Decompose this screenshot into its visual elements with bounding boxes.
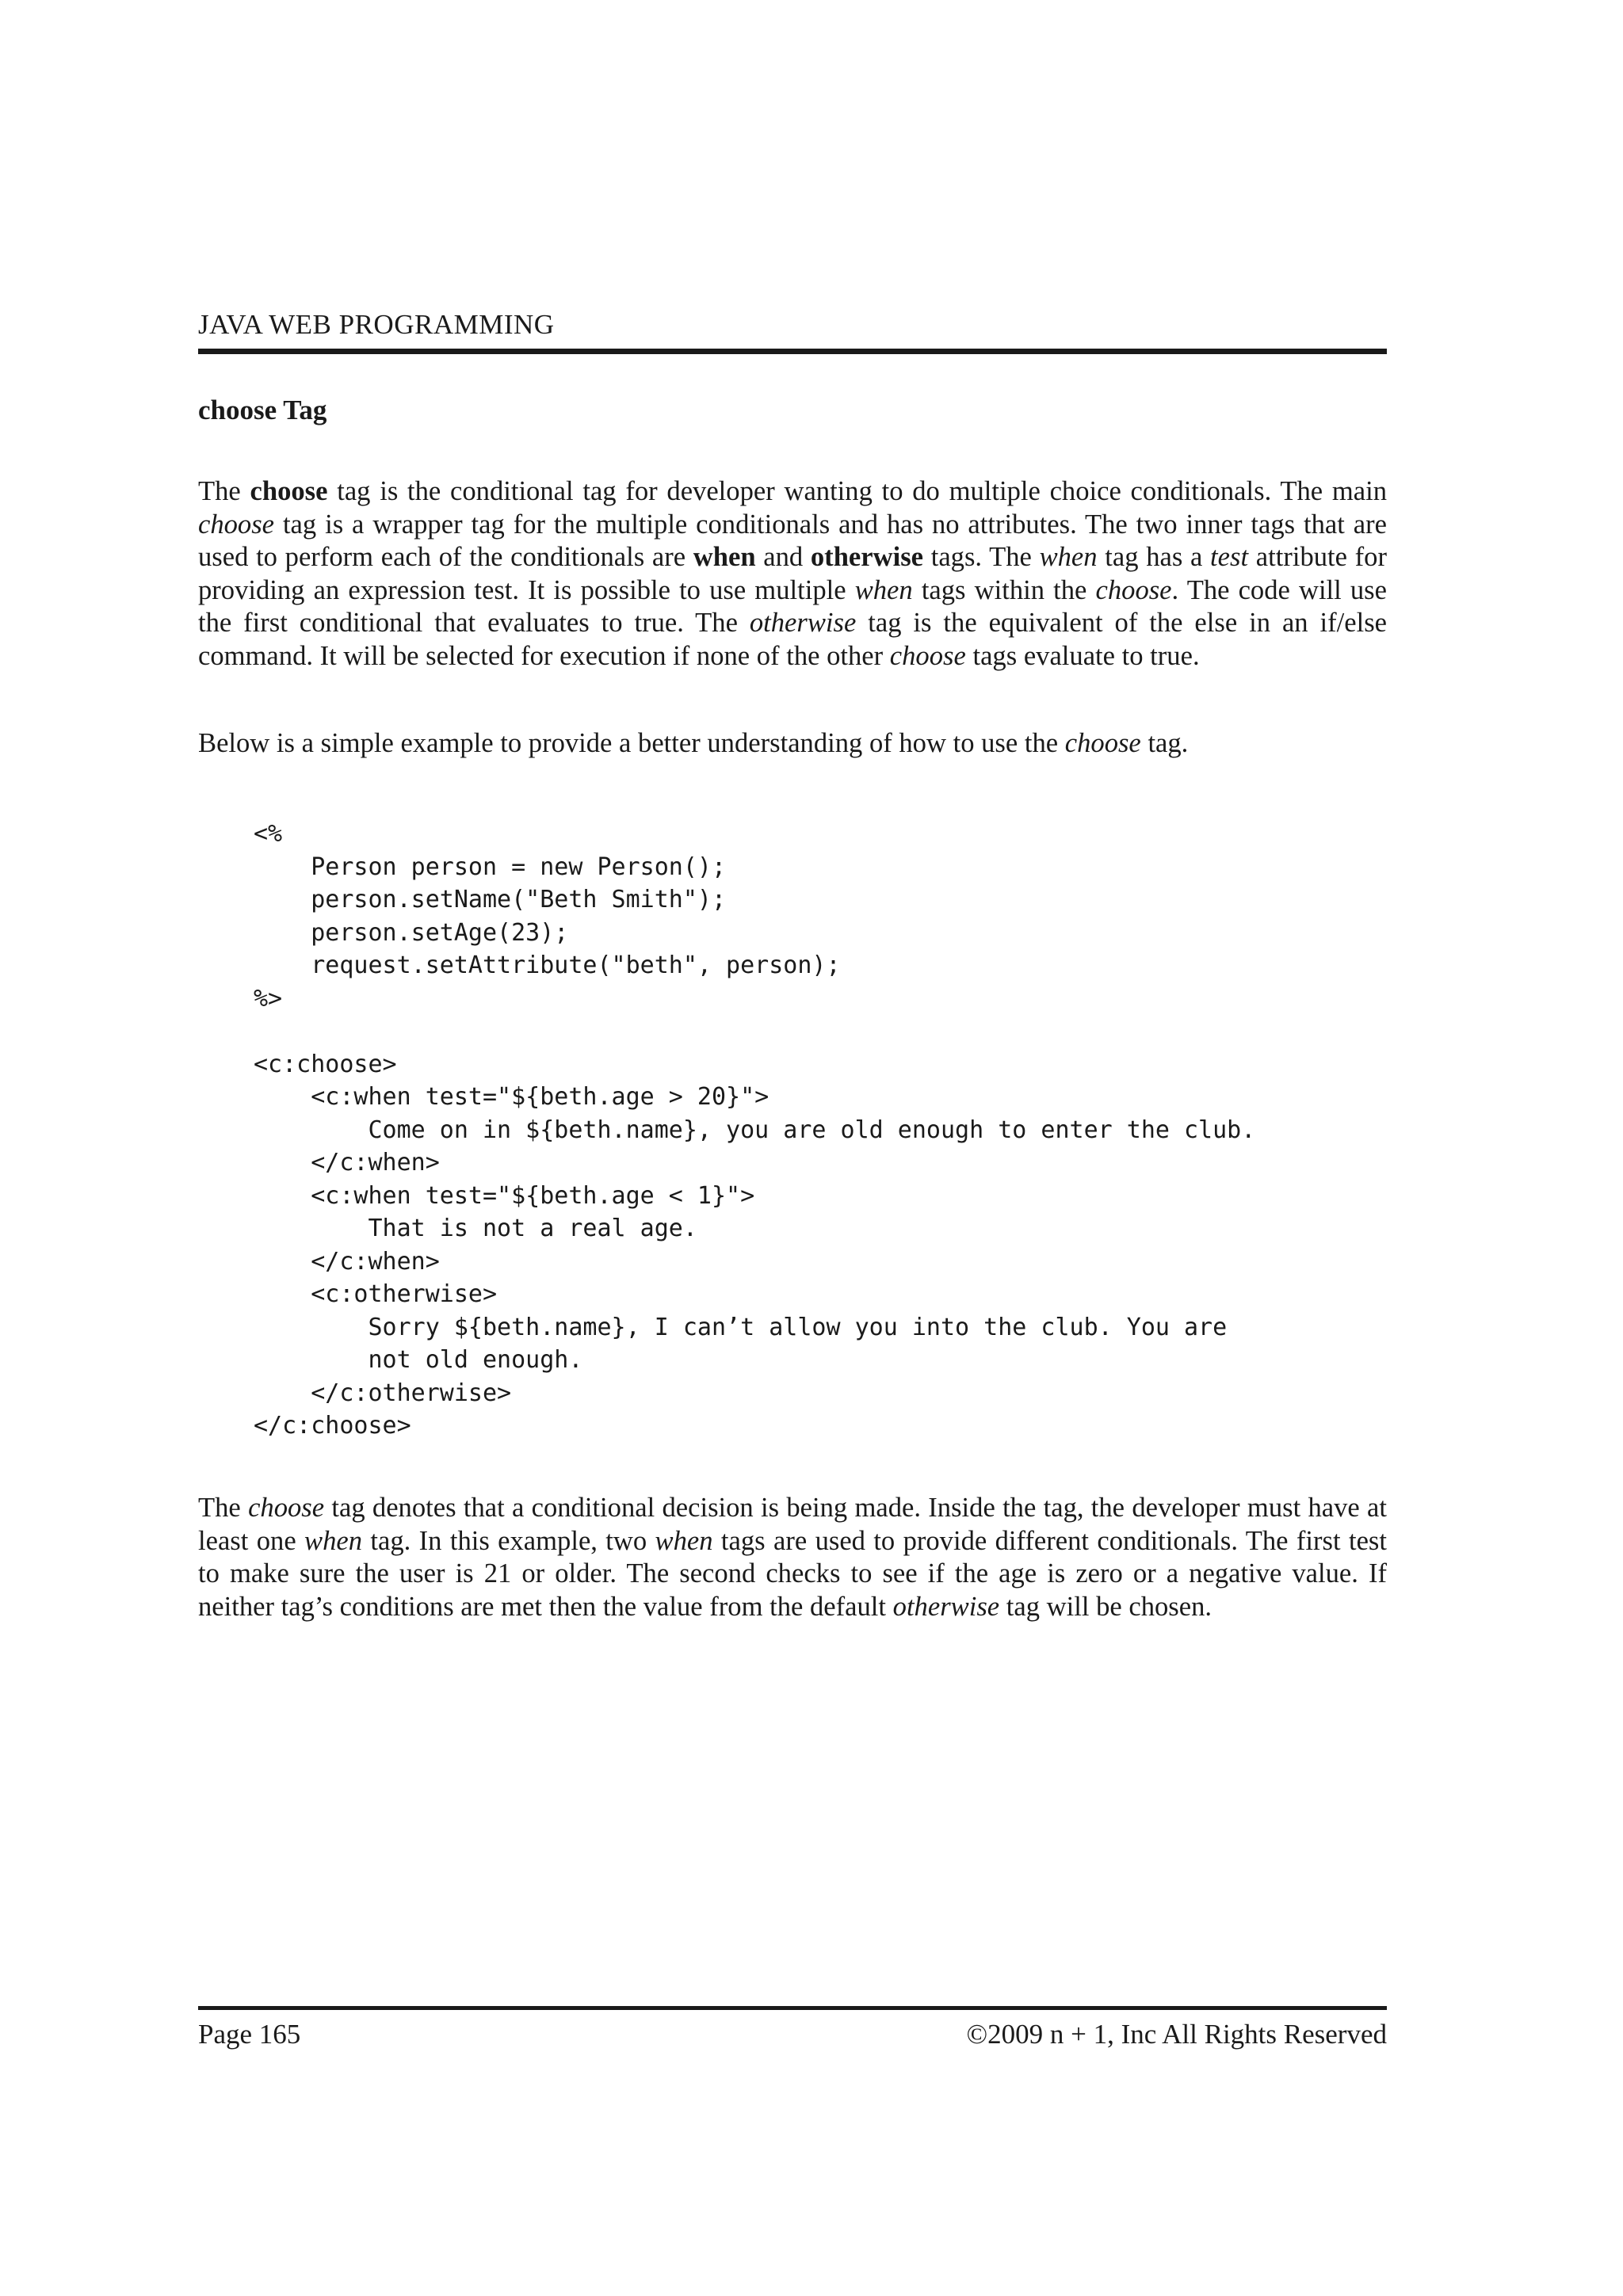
text-run: tag has a: [1097, 542, 1211, 572]
italic-term: otherwise: [749, 608, 857, 638]
text-run: tags. The: [923, 542, 1040, 572]
code-listing: <% Person person = new Person(); person.setName("Beth Smith"); person.setAge(23); request.setAttribute("beth", person); %> <c:choose> <c:when test="${beth.age > 20}"> Come on in ${beth.name}, you are old enough to enter the club. </c:when> <c:when test="${beth.age < 1}"> That is not a real age. </c:when> <c:otherwise> Sorry ${beth.name}, I can’t allow you into the club. You are not old enough. </c:otherwise> </c:choose>: [254, 820, 1256, 1440]
copyright-notice: ©2009 n + 1, Inc All Rights Reserved: [966, 2019, 1387, 2050]
example-intro-paragraph: [198, 727, 1387, 761]
text-run: attribute for providing an expression test. It is possible to use multiple: [198, 542, 1387, 605]
text-run: tags within the: [912, 574, 1096, 605]
italic-term: when: [304, 1525, 363, 1556]
text-run: tags evaluate to true.: [965, 640, 1200, 671]
bold-term: when: [693, 542, 756, 572]
text-run: tag. In this example, two: [362, 1525, 655, 1556]
italic-term: when: [655, 1525, 713, 1556]
text-run: tag is a wrapper tag for the multiple conditionals and has no attributes. The two inner tags that are used to perform each of the conditionals are: [198, 509, 1387, 572]
italic-term: when: [854, 574, 913, 605]
text-run: The: [198, 1493, 249, 1523]
text-run: . The code will use the first conditional that evaluates to true. The: [198, 574, 1387, 638]
text-run: tag.: [1140, 728, 1189, 758]
bold-term: choose: [250, 476, 328, 506]
explanation-paragraph: [198, 1492, 1387, 1623]
bold-term: otherwise: [810, 542, 924, 572]
header-rule: [198, 349, 1387, 354]
text-run: tag will be chosen.: [999, 1591, 1212, 1622]
italic-term: when: [1039, 542, 1098, 572]
text-run: tag is the equivalent of the else in an if/else command. It will be selected for execution if none of the other: [198, 608, 1387, 671]
italic-term: test: [1210, 542, 1249, 572]
text-run: and: [755, 542, 811, 572]
intro-paragraph: [198, 475, 1387, 673]
header-title: JAVA WEB PROGRAMMING: [198, 309, 555, 340]
italic-term: choose: [1095, 574, 1172, 605]
text-run: tag is the conditional tag for developer wanting to do multiple choice conditionals. The main: [327, 476, 1387, 506]
section-heading: choose Tag: [198, 395, 327, 425]
text-run: Below is a simple example to provide a better understanding of how to use the: [198, 728, 1065, 758]
italic-term: choose: [889, 640, 966, 671]
text-run: tag denotes that a conditional decision is being made. Inside the tag, the developer must have at least one: [198, 1493, 1387, 1556]
italic-term: choose: [1064, 728, 1141, 758]
page-number: Page 165: [198, 2019, 301, 2050]
italic-term: choose: [248, 1493, 325, 1523]
document-page: [198, 0, 1387, 2296]
text-run: tags are used to provide different conditionals. The first test to make sure the user is 21 or older. The second checks to see if the age is zero or a negative value. If neither tag’s conditions are met then the value from the default: [198, 1525, 1387, 1622]
italic-term: choose: [198, 509, 275, 540]
italic-term: otherwise: [892, 1591, 1000, 1622]
footer-rule: [198, 2006, 1387, 2010]
text-run: The: [198, 476, 250, 506]
running-header: [198, 309, 1387, 354]
